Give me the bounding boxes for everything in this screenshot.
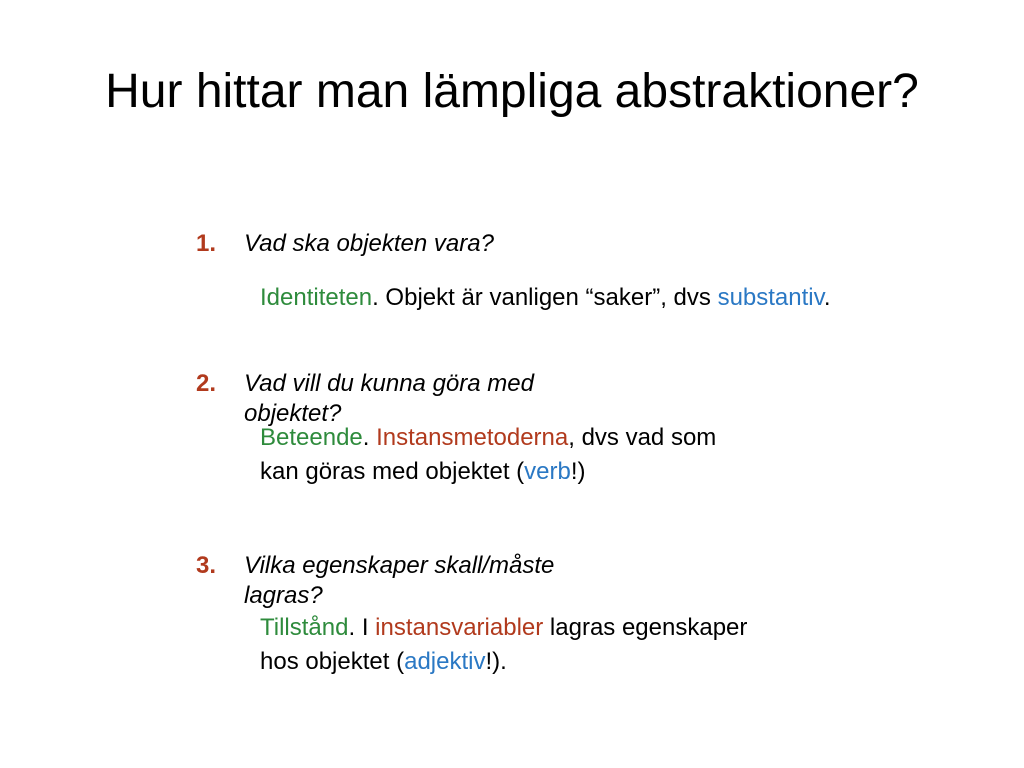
answer-concept: Identiteten xyxy=(260,284,373,311)
answer-text: hos objektet ( xyxy=(260,648,405,675)
answer-text: . Objekt är vanligen “saker”, dvs xyxy=(372,284,718,311)
question-number: 1. xyxy=(196,230,217,257)
answer-line-1 xyxy=(260,421,860,455)
answer-keyword: substantiv xyxy=(717,284,824,311)
question-number: 3. xyxy=(196,552,217,579)
answer-text-end: !). xyxy=(485,648,507,675)
question-text: Vad vill du kunna göra med objektet? xyxy=(244,370,534,427)
answer-text-end: . xyxy=(823,284,831,311)
answer-term: Instansmetoderna xyxy=(376,424,569,451)
answer-keyword: verb xyxy=(524,458,571,485)
answer-concept: Beteende xyxy=(260,424,363,451)
slide-title: Hur hittar man lämpliga abstraktioner? xyxy=(105,65,919,118)
question-text: Vad ska objekten vara? xyxy=(244,230,494,257)
answer-text: kan göras med objektet ( xyxy=(260,458,525,485)
question-text: Vilka egenskaper skall/måste lagras? xyxy=(244,552,555,609)
answer-1 xyxy=(260,281,860,315)
answer-keyword: adjektiv xyxy=(404,648,486,675)
answer-line-2 xyxy=(260,645,860,679)
answer-line-2 xyxy=(260,455,860,489)
answer-3 xyxy=(260,611,860,679)
answer-text-end: lagras egenskaper xyxy=(543,614,748,641)
answer-text-end: !) xyxy=(570,458,586,485)
answer-text-end: , dvs vad som xyxy=(568,424,717,451)
answer-line-1 xyxy=(260,611,860,645)
answer-concept: Tillstånd xyxy=(260,614,349,641)
answer-2 xyxy=(260,421,860,489)
answer-text: . xyxy=(362,424,377,451)
question-number: 2. xyxy=(196,370,217,397)
answer-term: instansvariabler xyxy=(375,614,544,641)
answer-text: . I xyxy=(348,614,376,641)
